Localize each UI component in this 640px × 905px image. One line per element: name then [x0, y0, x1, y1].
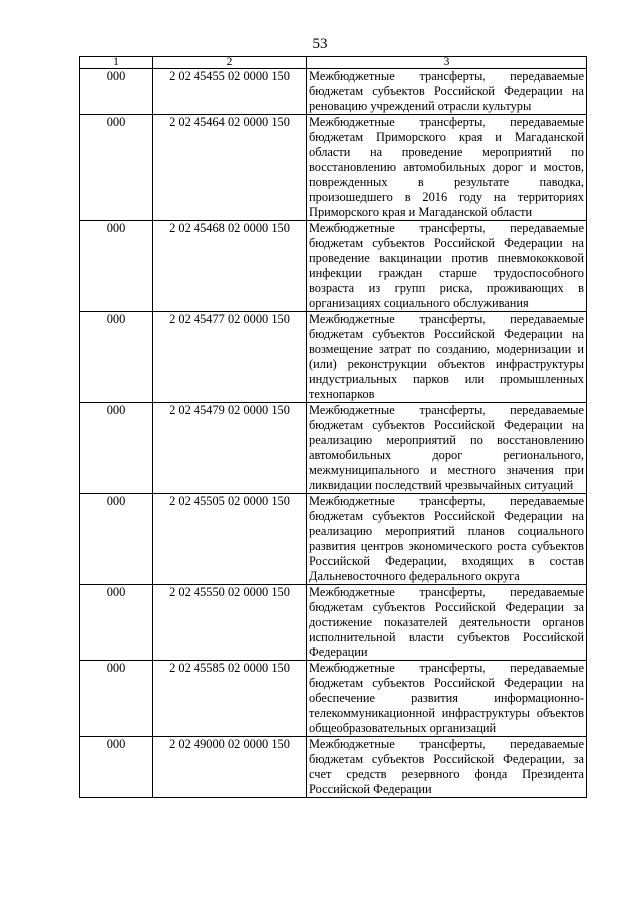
admin-code-cell: 000	[80, 737, 153, 798]
description-cell: Межбюджетные трансферты, передаваемые бюджетам субъектов Российской Федерации, за счет средств резервного фонда Президента Российской Федерации	[307, 737, 587, 798]
page-number: 53	[312, 36, 328, 52]
description-cell: Межбюджетные трансферты, передаваемые бюджетам субъектов Российской Федерации за достижение показателей деятельности органов исполнительной власти субъектов Российской Федерации	[307, 585, 587, 661]
budget-code-cell: 2 02 45479 02 0000 150	[153, 403, 307, 494]
admin-code-cell: 000	[80, 494, 153, 585]
admin-code-cell: 000	[80, 69, 153, 115]
table-row	[80, 221, 587, 312]
table-row	[80, 115, 587, 221]
budget-code-cell: 2 02 45550 02 0000 150	[153, 585, 307, 661]
budget-table	[79, 56, 587, 798]
column-header-3: 3	[307, 57, 587, 69]
description-cell: Межбюджетные трансферты, передаваемые бюджетам субъектов Российской Федерации на возмещение затрат по созданию, модернизации и (или) реконструкции объектов инфраструктуры индустриальных парков или промышленных технопарков	[307, 312, 587, 403]
description-cell: Межбюджетные трансферты, передаваемые бюджетам субъектов Российской Федерации на реновацию учреждений отрасли культуры	[307, 69, 587, 115]
admin-code-cell: 000	[80, 403, 153, 494]
admin-code-cell: 000	[80, 115, 153, 221]
admin-code-cell: 000	[80, 221, 153, 312]
budget-code-cell: 2 02 49000 02 0000 150	[153, 737, 307, 798]
budget-code-cell: 2 02 45585 02 0000 150	[153, 661, 307, 737]
budget-code-cell: 2 02 45505 02 0000 150	[153, 494, 307, 585]
column-header-2: 2	[153, 57, 307, 69]
description-cell: Межбюджетные трансферты, передаваемые бюджетам субъектов Российской Федерации на реализацию мероприятий планов социального развития центров экономического роста субъектов Российской Федерации, входящих в состав Дальневосточного федерального округа	[307, 494, 587, 585]
table-row	[80, 403, 587, 494]
description-cell: Межбюджетные трансферты, передаваемые бюджетам субъектов Российской Федерации на реализацию мероприятий по восстановлению автомобильных дорог регионального, межмуниципального и местного значения при ликвидации последствий чрезвычайных ситуаций	[307, 403, 587, 494]
table-row	[80, 661, 587, 737]
table-row	[80, 585, 587, 661]
table-row	[80, 69, 587, 115]
budget-code-cell: 2 02 45464 02 0000 150	[153, 115, 307, 221]
admin-code-cell: 000	[80, 585, 153, 661]
table-row	[80, 494, 587, 585]
description-cell: Межбюджетные трансферты, передаваемые бюджетам субъектов Российской Федерации на проведение вакцинации против пневмококковой инфекции граждан старше трудоспособного возраста из групп риска, проживающих в организациях социального обслуживания	[307, 221, 587, 312]
table-row	[80, 312, 587, 403]
budget-code-cell: 2 02 45468 02 0000 150	[153, 221, 307, 312]
budget-code-cell: 2 02 45477 02 0000 150	[153, 312, 307, 403]
column-header-1: 1	[80, 57, 153, 69]
table-row	[80, 737, 587, 798]
description-cell: Межбюджетные трансферты, передаваемые бюджетам Приморского края и Магаданской области на проведение мероприятий по восстановлению автомобильных дорог и мостов, поврежденных в результате паводка, произошедшего в 2016 году на территориях Приморского края и Магаданской области	[307, 115, 587, 221]
budget-code-cell: 2 02 45455 02 0000 150	[153, 69, 307, 115]
admin-code-cell: 000	[80, 661, 153, 737]
description-cell: Межбюджетные трансферты, передаваемые бюджетам субъектов Российской Федерации на обеспечение развития информационно-телекоммуникационной инфраструктуры объектов общеобразовательных организаций	[307, 661, 587, 737]
admin-code-cell: 000	[80, 312, 153, 403]
table-header-row	[80, 57, 587, 69]
